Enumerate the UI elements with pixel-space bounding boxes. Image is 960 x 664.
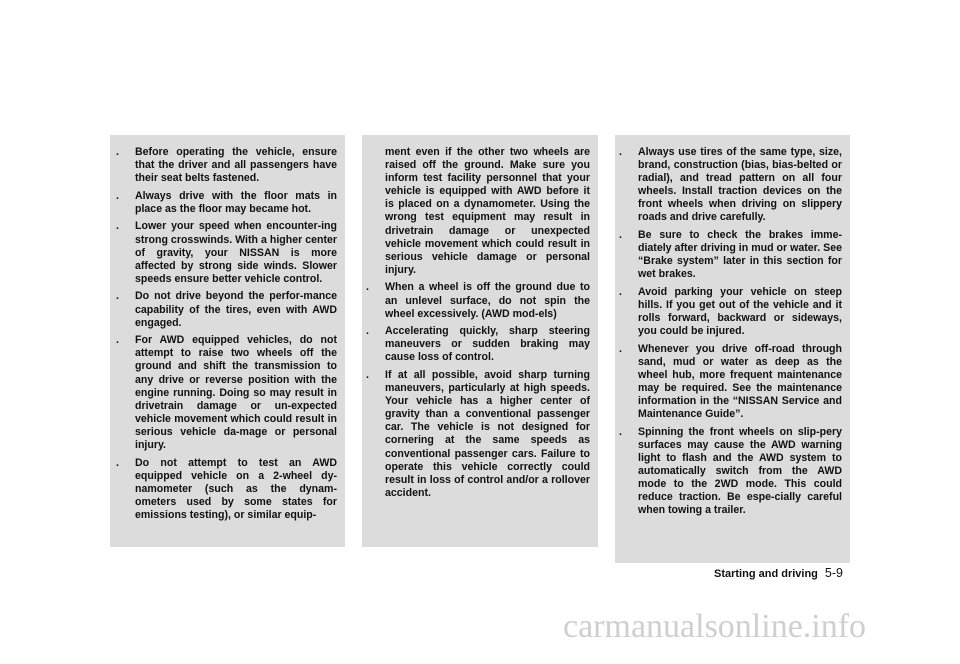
section-title: Starting and driving — [714, 568, 818, 580]
bullet-mark: . — [116, 220, 119, 233]
bullet-item — [366, 325, 590, 364]
bullet-item — [116, 334, 337, 452]
bullet-item — [366, 281, 590, 320]
bullet-text: Lower your speed when encounter-ing strong crosswinds. With a higher center of gravity, your NISSAN is more affected by strong side winds. Slower speeds ensure better vehicle control. — [135, 220, 337, 285]
bullet-text: For AWD equipped vehicles, do not attempt to raise two wheels off the ground and shift the transmission to any drive or reverse position with the engine running. Doing so may result in drivetrain damage or un-expected vehicle movement which could result in serious vehicle da-mage or personal injury. — [135, 334, 337, 451]
bullet-mark: . — [116, 456, 119, 469]
bullet-item — [619, 343, 842, 422]
bullet-text: Do not drive beyond the perfor-mance capability of the tires, even with AWD engaged. — [135, 290, 337, 329]
page-number: 5-9 — [824, 566, 843, 580]
bullet-mark: . — [366, 281, 369, 294]
bullet-item — [366, 369, 590, 500]
bullet-text: Accelerating quickly, sharp steering maneuvers or sudden braking may cause loss of control. — [385, 325, 590, 364]
bullet-text: Be sure to check the brakes imme-diately after driving in mud or water. See “Brake system” later in this section for wet brakes. — [638, 229, 842, 281]
bullet-mark: . — [619, 285, 622, 298]
bullet-mark: . — [619, 146, 622, 158]
bullet-text: Do not attempt to test an AWD equipped vehicle on a 2-wheel dy-namometer (such as the dynam-ometers used by some states for emissions testing), or similar equip- — [135, 456, 337, 521]
bullet-mark: . — [116, 189, 119, 202]
bullet-mark: . — [116, 334, 119, 347]
bullet-mark: . — [366, 325, 369, 338]
page-footer — [714, 566, 843, 580]
bullet-text: If at all possible, avoid sharp turning maneuvers, particularly at high speeds. Your vehicle has a higher center of gravity than a conventional passenger car. The vehicle is not designed for cornering at the same speeds as conventional passenger cars. Failure to operate this vehicle correctly could result in loss of control and/or a rollover accident. — [385, 369, 590, 499]
bullet-text: When a wheel is off the ground due to an unlevel surface, do not spin the wheel excessively. (AWD mod-els) — [385, 281, 590, 320]
bullet-text: Before operating the vehicle, ensure that the driver and all passengers have their seat belts fastened. — [135, 146, 337, 185]
bullet-item — [619, 229, 842, 281]
bullet-item — [619, 426, 842, 518]
text-column-2 — [362, 135, 598, 547]
bullet-mark: . — [619, 425, 622, 438]
text-column-1 — [110, 135, 345, 547]
text-column-3 — [615, 135, 850, 563]
bullet-text: Always drive with the floor mats in place as the floor may became hot. — [135, 189, 337, 215]
continued-paragraph: ment even if the other two wheels are raised off the ground. Make sure you inform test facility personnel that your vehicle is equipped with AWD before it is placed on a dynamometer. Using the wrong test equipment may result in drivetrain damage or unexpected vehicle movement which could result in serious vehicle damage or personal injury. — [385, 146, 590, 276]
bullet-mark: . — [366, 369, 369, 381]
bullet-mark: . — [619, 342, 622, 355]
bullet-item — [116, 220, 337, 285]
bullet-item — [116, 290, 337, 329]
bullet-text: Spinning the front wheels on slip-pery surfaces may cause the AWD warning light to flash and the AWD system to automatically switch from the AWD mode to the 2WD mode. This could reduce traction. Be espe-cially careful when towing a trailer. — [638, 425, 842, 517]
bullet-mark: . — [116, 290, 119, 303]
bullet-item — [116, 146, 337, 185]
bullet-item — [116, 457, 337, 522]
watermark: carmanualsonline.info — [563, 608, 867, 645]
bullet-item — [619, 146, 842, 225]
bullet-text: Whenever you drive off-road through sand, mud or water as deep as the wheel hub, more frequent maintenance may be required. See the maintenance information in the “NISSAN Service and Maintenance Guide”. — [638, 342, 842, 421]
bullet-text: Avoid parking your vehicle on steep hills. If you get out of the vehicle and it rolls forward, backward or sideways, you could be injured. — [638, 285, 842, 338]
bullet-mark: . — [619, 229, 622, 242]
bullet-item — [116, 190, 337, 216]
bullet-mark: . — [116, 146, 119, 158]
bullet-item — [619, 286, 842, 338]
bullet-text: Always use tires of the same type, size, brand, construction (bias, bias-belted or radial), and tread pattern on all four wheels. Install traction devices on the front wheels when driving on slippery roads and drive carefully. — [638, 146, 842, 224]
